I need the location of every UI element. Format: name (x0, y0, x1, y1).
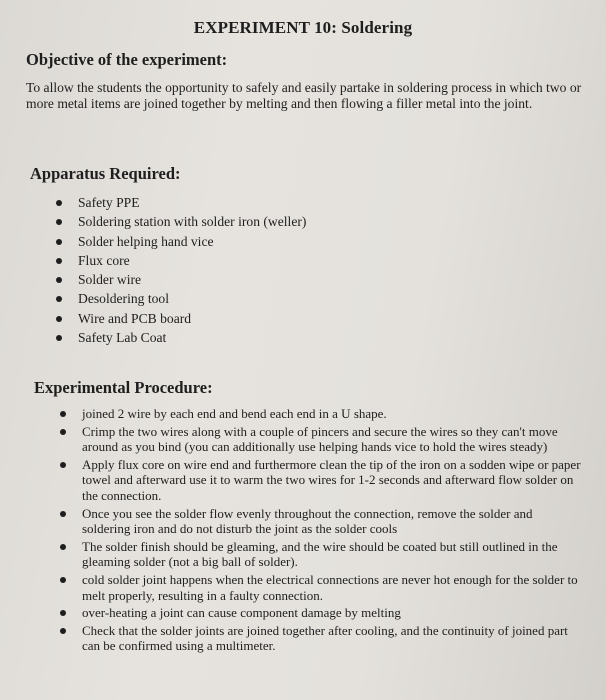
procedure-step-text: cold solder joint happens when the electrical connections are never hot enough for the solder to melt properly, resulting in a faulty connection. (82, 571, 578, 603)
bullet-icon (60, 610, 66, 616)
bullet-icon (60, 462, 66, 468)
list-item (60, 623, 582, 654)
list-item (60, 424, 582, 455)
apparatus-item-text: Desoldering tool (78, 291, 169, 307)
bullet-icon (56, 296, 62, 302)
apparatus-item-text: Safety PPE (78, 195, 140, 210)
document-title: EXPERIMENT 10: Soldering (193, 18, 413, 37)
procedure-step-text: Crimp the two wires along with a couple of pincers and secure the wires so they can't move around as you bind (you can additionally use helping hands vice to hold the wires steady) (82, 423, 558, 455)
bullet-icon (60, 429, 66, 435)
list-item (56, 251, 306, 270)
bullet-icon (56, 316, 62, 322)
bullet-icon (56, 258, 62, 264)
bullet-icon (56, 335, 62, 341)
apparatus-heading: Apparatus Required: (30, 164, 181, 183)
bullet-icon (56, 239, 62, 245)
procedure-step-text: Once you see the solder flow evenly throughout the connection, remove the solder and soldering iron and do not disturb the joint as the solder cools (82, 505, 533, 537)
objective-heading: Objective of the experiment: (26, 50, 228, 69)
bullet-icon (60, 577, 66, 583)
list-item (60, 406, 582, 422)
list-item (56, 309, 306, 328)
bullet-icon (60, 511, 66, 517)
bullet-icon (56, 200, 62, 206)
apparatus-item-text: Flux core (78, 252, 130, 268)
apparatus-item-text: Safety Lab Coat (78, 330, 167, 346)
list-item (56, 328, 306, 347)
apparatus-item-text: Wire and PCB board (78, 310, 192, 326)
procedure-step-text: Apply flux core on wire end and furthermore clean the tip of the iron on a sodden wipe or paper towel and afterward use it to warm the two wires for 1-2 seconds and afterward flow solder on the connection. (82, 456, 581, 503)
list-item (56, 270, 306, 289)
list-item (60, 605, 582, 621)
list-item (60, 539, 582, 570)
procedure-step-text: over-heating a joint can cause component damage by melting (82, 605, 401, 621)
list-item (56, 232, 306, 251)
bullet-icon (56, 219, 62, 225)
apparatus-item-text: Solder helping hand vice (78, 233, 214, 249)
list-item (60, 506, 582, 537)
procedure-step-text: Check that the solder joints are joined together after cooling, and the continuity of joined part can be confirmed using a multimeter. (82, 622, 568, 654)
procedure-step-text: The solder finish should be gleaming, and the wire should be coated but still outlined in the gleaming solder (not a big ball of solder). (82, 538, 558, 570)
list-item (56, 212, 306, 231)
list-item (56, 193, 306, 212)
bullet-icon (60, 628, 66, 634)
bullet-icon (56, 277, 62, 283)
list-item (60, 572, 582, 603)
apparatus-item-text: Soldering station with solder iron (weller) (78, 214, 307, 230)
apparatus-list (56, 193, 306, 347)
list-item (60, 457, 582, 504)
procedure-step-text: joined 2 wire by each end and bend each end in a U shape. (82, 406, 387, 421)
bullet-icon (60, 544, 66, 550)
procedure-heading: Experimental Procedure: (34, 378, 213, 397)
procedure-list (60, 406, 582, 656)
apparatus-item-text: Solder wire (78, 272, 142, 288)
objective-text: To allow the students the opportunity to safely and easily partake in soldering process in which two or more metal items are joined together by melting and then flowing a filler metal into the joint. (26, 80, 582, 111)
bullet-icon (60, 411, 66, 417)
list-item (56, 289, 306, 308)
